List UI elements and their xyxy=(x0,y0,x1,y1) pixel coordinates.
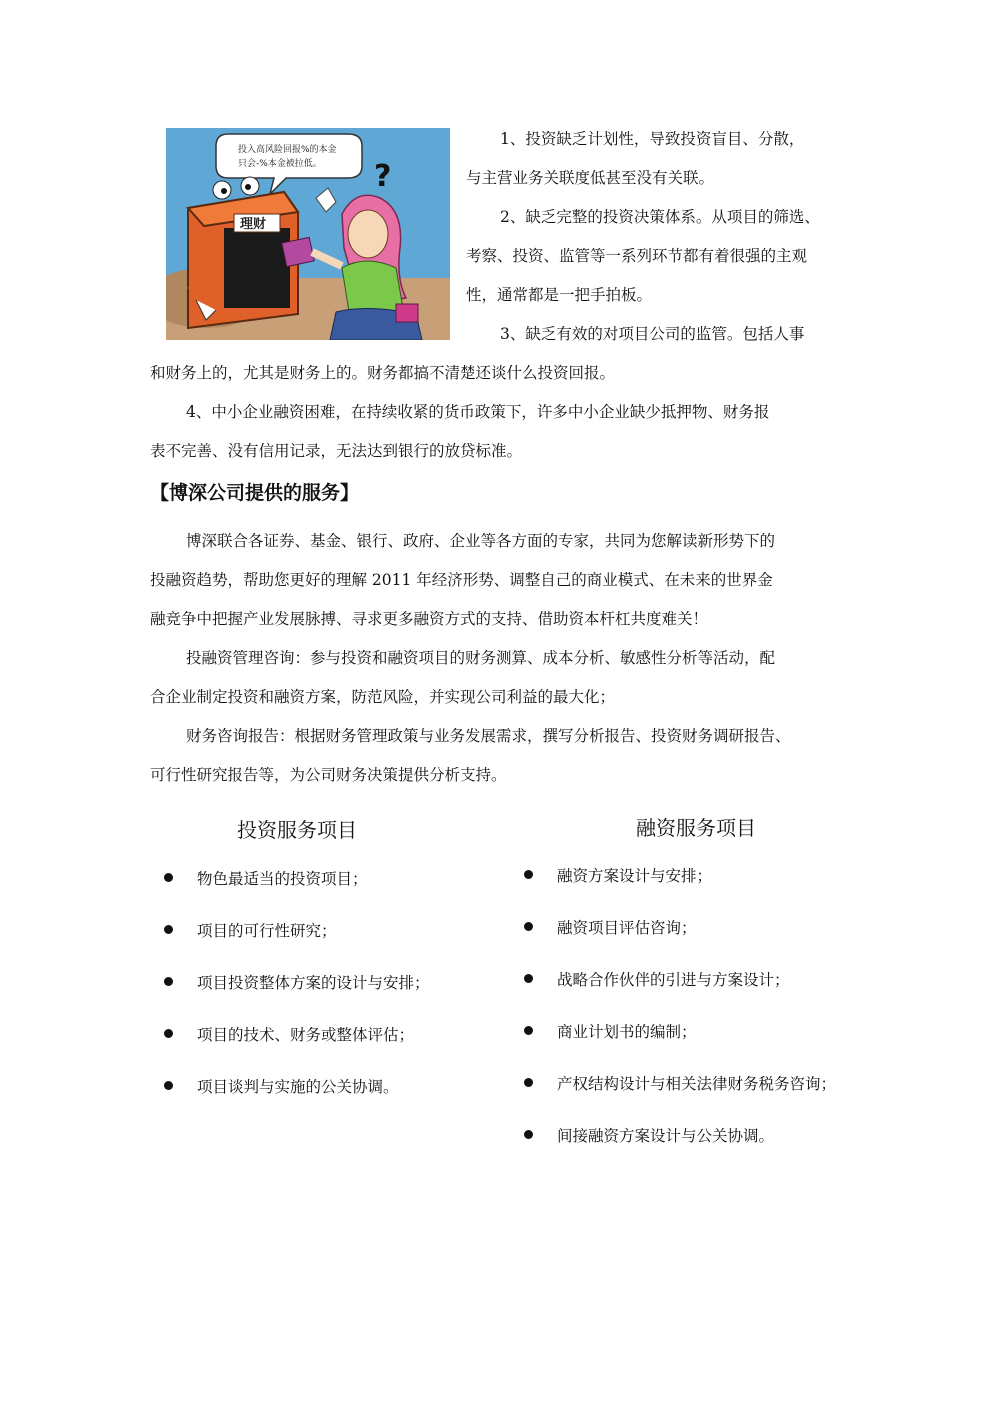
bullet-icon xyxy=(524,1078,533,1087)
list-item xyxy=(524,919,836,971)
bullet-icon xyxy=(524,974,533,983)
bullet-icon xyxy=(164,925,173,934)
finance-services-title: 融资服务项目 xyxy=(636,816,756,840)
services-p3-line-1: 财务咨询报告：根据财务管理政策与业务发展需求，撰写分析报告、投资财务调研报告、 xyxy=(186,727,791,745)
cartoon-illustration xyxy=(166,128,450,340)
bullet-icon xyxy=(164,1029,173,1038)
bullet-icon xyxy=(524,870,533,879)
intro-point-1-line-1: 1、投资缺乏计划性，导致投资盲目、分散， xyxy=(500,130,805,148)
services-p2-line-1: 投融资管理咨询：参与投资和融资项目的财务测算、成本分析、敏感性分析等活动，配 xyxy=(186,649,776,667)
bullet-icon xyxy=(524,922,533,931)
bullet-icon xyxy=(164,1081,173,1090)
invest-services-list xyxy=(164,870,430,1130)
list-item xyxy=(524,1023,836,1075)
bullet-icon xyxy=(524,1026,533,1035)
bullet-icon xyxy=(164,873,173,882)
intro-point-3-line-1: 3、缺乏有效的对项目公司的监管。包括人事 xyxy=(500,325,805,343)
invest-services-title: 投资服务项目 xyxy=(237,818,357,842)
list-item xyxy=(524,1075,836,1127)
finance-item-text: 融资项目评估咨询； xyxy=(557,919,697,937)
finance-item-text: 商业计划书的编制； xyxy=(557,1023,697,1041)
list-item xyxy=(164,922,430,974)
intro-point-2-line-1: 2、缺乏完整的投资决策体系。从项目的筛选、 xyxy=(500,208,820,226)
services-p2-line-2: 合企业制定投资和融资方案，防范风险，并实现公司利益的最大化； xyxy=(150,688,616,706)
bubble-text-2: 只会-%本金被拉低。 xyxy=(238,159,322,169)
invest-item-text: 物色最适当的投资项目； xyxy=(197,870,368,888)
list-item xyxy=(164,870,430,922)
finance-cartoon-image xyxy=(166,128,450,340)
list-item xyxy=(164,1026,430,1078)
list-item xyxy=(524,1127,836,1179)
intro-point-3-line-2: 和财务上的，尤其是财务上的。财务都搞不清楚还谈什么投资回报。 xyxy=(150,364,616,382)
list-item xyxy=(164,1078,430,1130)
services-heading: 【博深公司提供的服务】 xyxy=(150,482,360,504)
box-label: 理财 xyxy=(240,217,267,232)
invest-item-text: 项目投资整体方案的设计与安排； xyxy=(197,974,430,992)
intro-point-2-line-2: 考察、投资、监管等一系列环节都有着很强的主观 xyxy=(466,247,808,265)
services-p1-line-2: 投融资趋势，帮助您更好的理解 2011 年经济形势、调整自己的商业模式、在未来的世界金 xyxy=(150,571,773,589)
intro-point-2-line-3: 性，通常都是一把手拍板。 xyxy=(466,286,653,304)
finance-item-text: 战略合作伙伴的引进与方案设计； xyxy=(557,971,790,989)
finance-item-text: 间接融资方案设计与公关协调。 xyxy=(557,1127,775,1145)
list-item xyxy=(164,974,430,1026)
intro-point-4-line-2: 表不完善、没有信用记录，无法达到银行的放贷标准。 xyxy=(150,442,523,460)
intro-point-4-line-1: 4、中小企业融资困难，在持续收紧的货币政策下，许多中小企业缺少抵押物、财务报 xyxy=(186,403,770,421)
invest-item-text: 项目的技术、财务或整体评估； xyxy=(197,1026,415,1044)
services-p1-line-1: 博深联合各证券、基金、银行、政府、企业等各方面的专家，共同为您解读新形势下的 xyxy=(186,532,776,550)
intro-point-1-line-2: 与主营业务关联度低甚至没有关联。 xyxy=(466,169,715,187)
invest-item-text: 项目谈判与实施的公关协调。 xyxy=(197,1078,399,1096)
services-p3-line-2: 可行性研究报告等，为公司财务决策提供分析支持。 xyxy=(150,766,507,784)
finance-services-list xyxy=(524,867,836,1179)
bubble-text-1: 投入高风险回报%的本金 xyxy=(238,145,337,155)
bullet-icon xyxy=(164,977,173,986)
finance-item-text: 产权结构设计与相关法律财务税务咨询； xyxy=(557,1075,837,1093)
list-item xyxy=(524,867,836,919)
services-p1-line-3: 融竞争中把握产业发展脉搏、寻求更多融资方式的支持、借助资本杆杠共度难关！ xyxy=(150,610,709,628)
svg-text:?: ? xyxy=(374,159,392,194)
invest-item-text: 项目的可行性研究； xyxy=(197,922,337,940)
bullet-icon xyxy=(524,1130,533,1139)
list-item xyxy=(524,971,836,1023)
finance-item-text: 融资方案设计与安排； xyxy=(557,867,713,885)
